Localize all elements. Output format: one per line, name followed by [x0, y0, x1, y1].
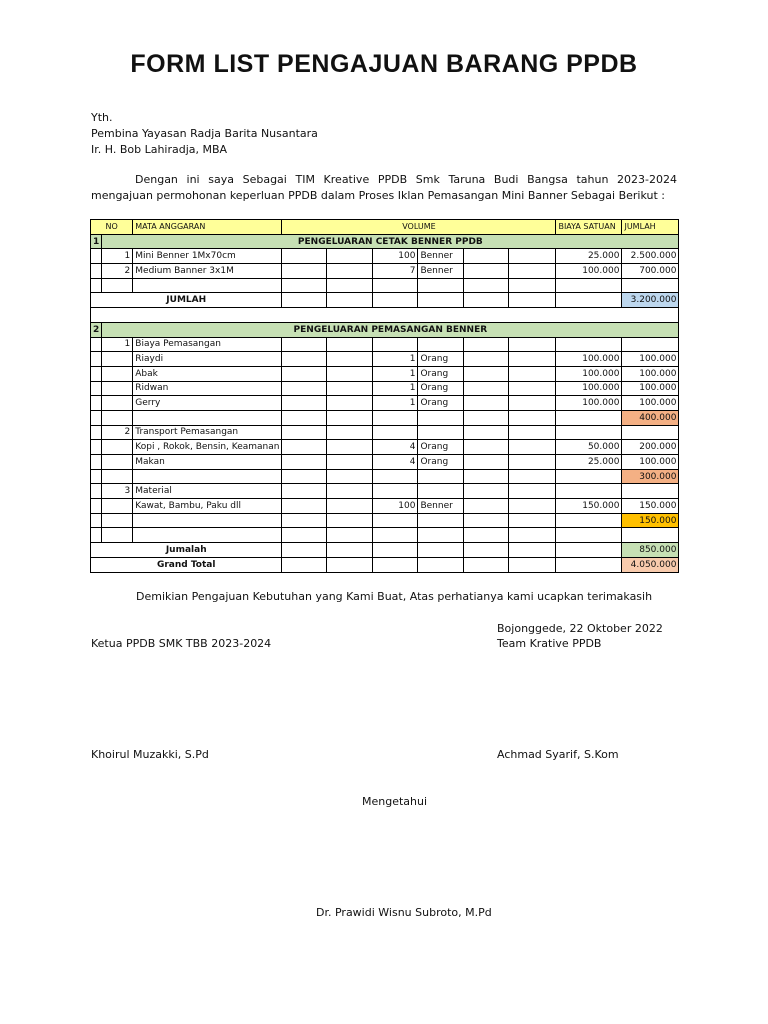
row-jumlah: 100.000: [622, 381, 679, 396]
row-biaya: 25.000: [556, 249, 622, 264]
grand-total-label: Grand Total: [91, 557, 282, 572]
section-1-no: 1: [91, 234, 102, 249]
row-item: Kopi , Rokok, Bensin, Keamanan: [133, 440, 282, 455]
section-1-title: PENGELUARAN CETAK BENNER PPDB: [102, 234, 679, 249]
section-2-no: 2: [91, 322, 102, 337]
row-unit: Orang: [418, 396, 464, 411]
section-1-total: 3.200.000: [622, 293, 679, 308]
table-row: [91, 249, 679, 264]
budget-table: [90, 219, 679, 573]
group-row: [91, 337, 679, 352]
section-2-total-row: [91, 543, 679, 558]
section-2-total-label: Jumalah: [91, 543, 282, 558]
closing-text: Demikian Pengajuan Kebutuhan yang Kami Buat, Atas perhatianya kami ucapkan terimakasih: [136, 590, 653, 603]
row-qty: 4: [373, 455, 418, 470]
table-row: [91, 440, 679, 455]
row-qty: 4: [373, 440, 418, 455]
empty-row: [91, 278, 679, 293]
group-name: Biaya Pemasangan: [133, 337, 282, 352]
recipient-org: Pembina Yayasan Radja Barita Nusantara: [91, 127, 318, 140]
recipient-name: Ir. H. Bob Lahiradja, MBA: [91, 143, 228, 156]
intro-text: Dengan ini saya Sebagai TIM Kreative PPDB Smk Taruna Budi Bangsa tahun 2023-2024 mengajuan permohonan keperluan PPDB dalam Proses Iklan Pemasangan Mini Banner Sebagai Berikut :: [91, 173, 677, 202]
header-no: NO: [91, 220, 133, 235]
row-qty: 1: [373, 352, 418, 367]
subtotal-row: [91, 469, 679, 484]
row-biaya: 100.000: [556, 264, 622, 279]
row-unit: Benner: [418, 499, 464, 514]
row-qty: 100: [373, 499, 418, 514]
row-no: 2: [102, 264, 133, 279]
header-biaya-satuan: BIAYA SATUAN: [556, 220, 622, 235]
right-signer-role: Team Krative PPDB: [497, 637, 602, 650]
intro-paragraph: [91, 172, 677, 204]
row-jumlah: 2.500.000: [622, 249, 679, 264]
table-row: [91, 366, 679, 381]
row-item: Mini Benner 1Mx70cm: [133, 249, 282, 264]
left-signer-name: Khoirul Muzakki, S.Pd: [91, 748, 209, 761]
table-row: [91, 396, 679, 411]
empty-row: [91, 528, 679, 543]
group-name: Transport Pemasangan: [133, 425, 282, 440]
row-jumlah: 100.000: [622, 455, 679, 470]
group-name: Material: [133, 484, 282, 499]
table-row: [91, 455, 679, 470]
table-header-row: [91, 220, 679, 235]
row-biaya: 100.000: [556, 352, 622, 367]
row-biaya: 150.000: [556, 499, 622, 514]
subtotal-row: [91, 513, 679, 528]
row-item: Medium Banner 3x1M: [133, 264, 282, 279]
section-1-row: [91, 234, 679, 249]
section-2-row: [91, 322, 679, 337]
row-unit: Orang: [418, 440, 464, 455]
grand-total-row: [91, 557, 679, 572]
row-item: Makan: [133, 455, 282, 470]
group-no: 3: [102, 484, 133, 499]
group-row: [91, 425, 679, 440]
row-item: Kawat, Bambu, Paku dll: [133, 499, 282, 514]
subtotal-row: [91, 410, 679, 425]
row-unit: Orang: [418, 366, 464, 381]
table-row: [91, 381, 679, 396]
row-unit: Orang: [418, 381, 464, 396]
right-signer-name: Achmad Syarif, S.Kom: [497, 748, 619, 761]
group-3-subtotal: 150.000: [622, 513, 679, 528]
row-jumlah: 150.000: [622, 499, 679, 514]
section-2-title: PENGELUARAN PEMASANGAN BENNER: [102, 322, 679, 337]
row-qty: 1: [373, 366, 418, 381]
row-biaya: 25.000: [556, 455, 622, 470]
row-item: Riaydi: [133, 352, 282, 367]
row-unit: Orang: [418, 352, 464, 367]
place-date: Bojonggede, 22 Oktober 2022: [497, 622, 663, 635]
section-2-total: 850.000: [622, 543, 679, 558]
salutation: Yth.: [91, 111, 113, 124]
group-row: [91, 484, 679, 499]
row-biaya: 50.000: [556, 440, 622, 455]
row-unit: Benner: [418, 249, 464, 264]
left-signer-role: Ketua PPDB SMK TBB 2023-2024: [91, 637, 272, 650]
row-biaya: 100.000: [556, 366, 622, 381]
section-1-total-row: [91, 293, 679, 308]
row-item: Abak: [133, 366, 282, 381]
row-item: Gerry: [133, 396, 282, 411]
row-jumlah: 100.000: [622, 396, 679, 411]
grand-total: 4.050.000: [622, 557, 679, 572]
table-row: [91, 352, 679, 367]
approver-name: Dr. Prawidi Wisnu Subroto, M.Pd: [316, 906, 492, 919]
table-row: [91, 264, 679, 279]
header-jumlah: JUMLAH: [622, 220, 679, 235]
row-qty: 1: [373, 396, 418, 411]
header-mata-anggaran: MATA ANGGARAN: [133, 220, 282, 235]
row-jumlah: 100.000: [622, 366, 679, 381]
row-unit: Orang: [418, 455, 464, 470]
group-1-subtotal: 400.000: [622, 410, 679, 425]
row-item: Ridwan: [133, 381, 282, 396]
row-biaya: 100.000: [556, 381, 622, 396]
row-jumlah: 700.000: [622, 264, 679, 279]
row-unit: Benner: [418, 264, 464, 279]
document-title: FORM LIST PENGAJUAN BARANG PPDB: [130, 50, 638, 78]
row-jumlah: 100.000: [622, 352, 679, 367]
header-volume: VOLUME: [282, 220, 556, 235]
row-qty: 7: [373, 264, 418, 279]
row-qty: 100: [373, 249, 418, 264]
row-biaya: 100.000: [556, 396, 622, 411]
row-no: 1: [102, 249, 133, 264]
row-qty: 1: [373, 381, 418, 396]
mengetahui-label: Mengetahui: [362, 795, 428, 808]
row-jumlah: 200.000: [622, 440, 679, 455]
spacer-row: [91, 308, 679, 323]
group-no: 1: [102, 337, 133, 352]
group-no: 2: [102, 425, 133, 440]
section-1-total-label: JUMLAH: [91, 293, 282, 308]
group-2-subtotal: 300.000: [622, 469, 679, 484]
table-row: [91, 499, 679, 514]
